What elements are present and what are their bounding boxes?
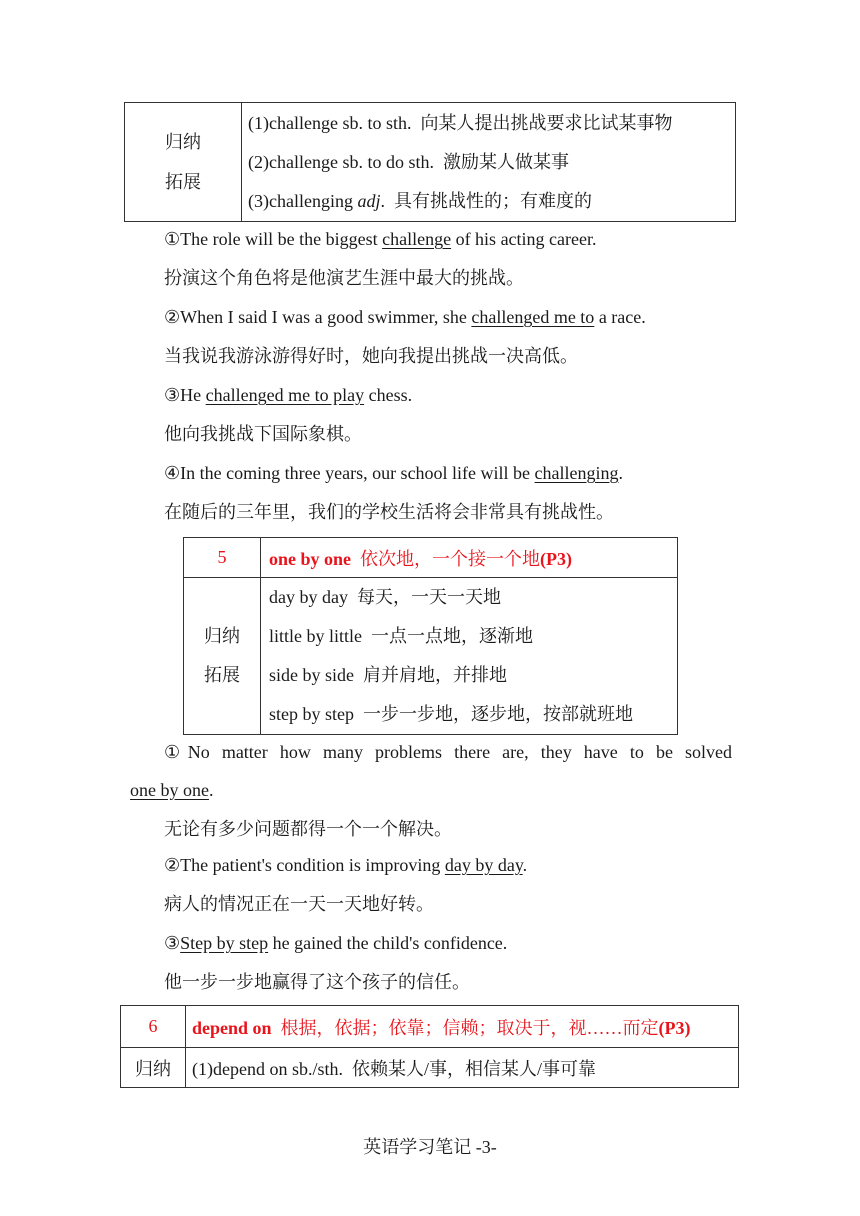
phrase-zh: 具有挑战性的；有难度的: [393, 190, 592, 211]
item-number: 6: [121, 1006, 186, 1048]
expansion-body-cell: [261, 578, 678, 735]
one-by-one-table: [183, 537, 678, 735]
example-sentence: [164, 382, 412, 408]
sentence-text: The role will be the biggest: [180, 229, 383, 249]
sentence-text: In the coming three years, our school life will be: [180, 463, 535, 483]
phrase-en: little by little: [269, 626, 362, 646]
example-number: ①: [164, 742, 188, 762]
item-heading: [261, 538, 678, 578]
phrase-en: step by step: [269, 704, 354, 724]
example-sentence: [164, 852, 527, 878]
challenge-expansion-table: [124, 102, 736, 222]
expansion-body-cell: [186, 1048, 739, 1088]
example-translation: 扮演这个角色将是他演艺生涯中最大的挑战。: [164, 268, 524, 288]
example-sentence: [164, 460, 623, 486]
example-sentence: [164, 930, 507, 956]
label-line: 归纳: [204, 626, 240, 646]
phrase-en: (1)challenge sb. to sth.: [248, 112, 412, 133]
underlined-phrase: challenge: [382, 229, 452, 249]
sentence-text: a race.: [594, 307, 646, 327]
depend-on-table: [120, 1005, 739, 1088]
underlined-phrase: challenging: [534, 463, 619, 483]
phrase-en: (3)challenging: [248, 190, 358, 211]
phrase-en: (2)challenge sb. to do sth.: [248, 151, 434, 172]
table-row: [248, 182, 735, 221]
underlined-phrase: challenged me to: [471, 307, 595, 327]
phrase-zh: 一步一步地，逐步地，按部就班地: [363, 704, 633, 724]
example-number: ④: [164, 463, 181, 483]
example-sentence-continued: [130, 777, 213, 803]
phrase-zh: 一点一点地，逐渐地: [371, 626, 533, 646]
label-line: 拓展: [165, 172, 201, 192]
sentence-text: of his acting career.: [451, 229, 597, 249]
table-row: [248, 143, 735, 182]
example-translation: 病人的情况正在一天一天地好转。: [164, 894, 434, 914]
table-row: [269, 578, 677, 617]
example-sentence: [164, 739, 732, 765]
sentence-text: He: [180, 385, 206, 405]
table-row: [269, 695, 677, 734]
phrase-zh: 每天，一天一天地: [356, 587, 501, 607]
example-translation: 当我说我游泳游得好时，她向我提出挑战一决高低。: [164, 346, 578, 366]
item-number: 5: [184, 538, 261, 578]
expansion-label-cell: [184, 578, 261, 735]
key-phrase: depend on: [192, 1017, 272, 1038]
label-line: 拓展: [204, 665, 240, 685]
key-meaning: 依次地，一个接一个地: [360, 548, 541, 569]
expansion-label-cell: [125, 103, 242, 222]
example-number: ②: [164, 307, 181, 327]
underlined-phrase: one by one: [130, 780, 209, 800]
example-translation: 无论有多少问题都得一个一个解决。: [164, 819, 452, 839]
underlined-phrase: challenged me to play: [205, 385, 365, 405]
sentence-text: No matter how many problems there are, they have to be solved: [187, 742, 733, 762]
sentence-text: .: [618, 463, 624, 483]
page-footer: 英语学习笔记 -3-: [363, 1137, 497, 1157]
underlined-phrase: day by day: [444, 855, 523, 875]
phrase-en: side by side: [269, 665, 354, 685]
label-line: 归纳: [165, 132, 201, 152]
sentence-text: he gained the child's confidence.: [268, 933, 508, 953]
table-row: [248, 104, 735, 143]
table-row: [269, 656, 677, 695]
sentence-text: chess.: [364, 385, 413, 405]
phrase-en-suffix: .: [380, 190, 385, 211]
expansion-body-cell: [242, 103, 736, 222]
part-of-speech: adj: [357, 190, 381, 211]
table-row: [269, 617, 677, 656]
example-number: ①: [164, 229, 181, 249]
phrase-zh: 肩并肩地，并排地: [363, 665, 507, 685]
phrase-en: (1)depend on sb./sth.: [192, 1058, 343, 1079]
key-meaning: 根据，依据；依靠；信赖；取决于，视……而定: [280, 1017, 659, 1038]
example-sentence: [164, 226, 597, 252]
sentence-text: .: [208, 780, 214, 800]
example-number: ③: [164, 385, 181, 405]
underlined-phrase: Step by step: [180, 933, 269, 953]
example-number: ③: [164, 933, 181, 953]
phrase-zh: 激励某人做某事: [442, 151, 569, 172]
example-sentence: [164, 304, 646, 330]
sentence-text: .: [522, 855, 528, 875]
sentence-text: When I said I was a good swimmer, she: [180, 307, 472, 327]
page-ref: (P3): [658, 1017, 691, 1038]
example-translation: 他向我挑战下国际象棋。: [164, 424, 362, 444]
example-number: ②: [164, 855, 181, 875]
item-heading: [186, 1006, 739, 1048]
page-ref: (P3): [540, 548, 572, 569]
key-phrase: one by one: [269, 548, 352, 569]
phrase-zh: 依赖某人/事，相信某人/事可靠: [351, 1058, 596, 1079]
expansion-label-cell: 归纳: [121, 1048, 186, 1088]
phrase-en: day by day: [269, 587, 348, 607]
example-translation: 他一步一步地赢得了这个孩子的信任。: [164, 972, 470, 992]
sentence-text: The patient's condition is improving: [180, 855, 445, 875]
example-translation: 在随后的三年里，我们的学校生活将会非常具有挑战性。: [164, 502, 614, 522]
phrase-zh: 向某人提出挑战要求比试某事物: [420, 112, 673, 133]
